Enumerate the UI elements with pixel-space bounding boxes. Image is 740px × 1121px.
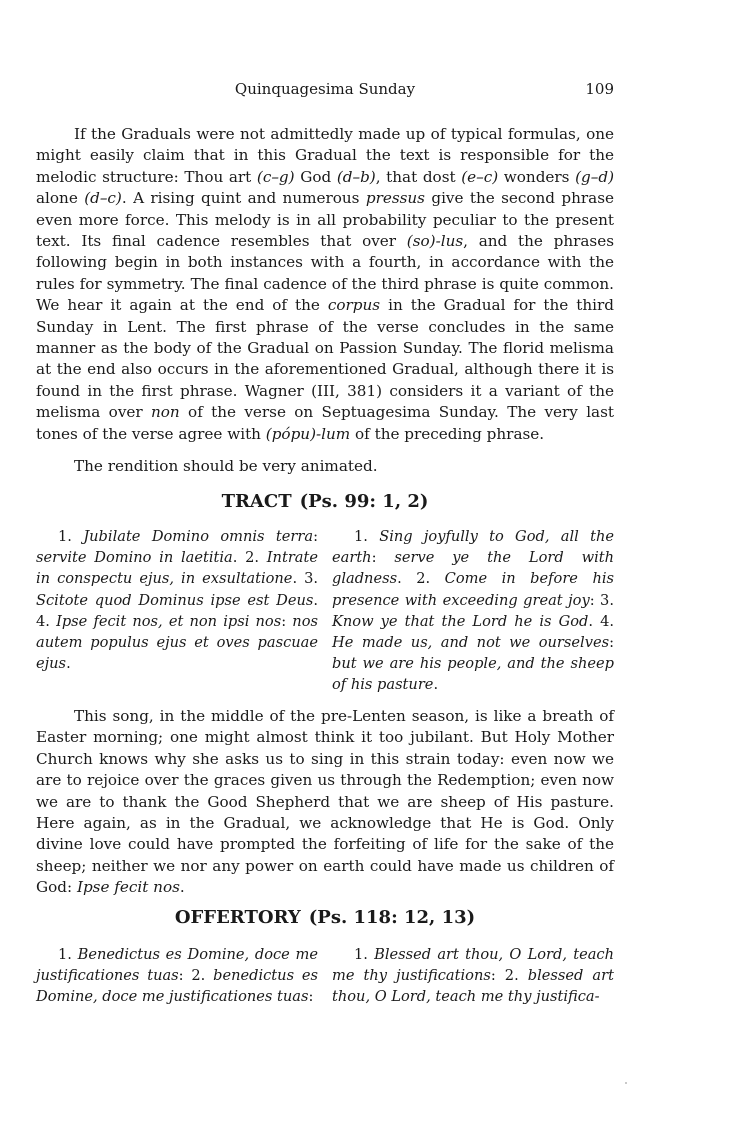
tract-commentary-paragraph: This song, in the middle of the pre-Lenten season, is like a breath of Easter morning; one might almost think it too jubilant. But Holy Mother Church knows why she asks us to sing in this strain today: even now we are to rejoice over the graces given us through the Redemption; even now we are to thank the Good Shepherd that we are sheep of His pasture. Here again, as in the Gradual, we acknowledge that He is God. Only divine love could have prompted the forfeiting of life for the sake of the sheep; neither we nor any power on earth could have made us children of God: Ipse fecit nos.: [36, 707, 614, 897]
tract-heading: [36, 490, 614, 514]
offertory-heading: [36, 906, 614, 930]
offertory-reference: (Ps. 118: 12, 13): [308, 907, 476, 928]
running-head: [36, 80, 614, 100]
offertory-title: OFFERTORY: [174, 907, 301, 928]
offertory-english-text: 1. Blessed art thou, O Lord, teach me thy justifications: 2. blessed art thou, O Lord, teach me thy justifica-: [332, 946, 614, 1006]
tract-reference: (Ps. 99: 1, 2): [299, 491, 429, 512]
page-number: 109: [585, 80, 614, 98]
tract-latin-text: 1. Jubilate Domino omnis terra: servite Domino in laetitia. 2. Intrate in conspectu ejus, in exsultatione. 3. Scitote quod Dominus ipse est Deus. 4. Ipse fecit nos, et non ipsi nos: nos autem populus ejus et oves pascuae ejus.: [36, 528, 319, 673]
tract-english-text: 1. Sing joyfully to God, all the earth: serve ye the Lord with gladness. 2. Come in before his presence with exceeding great joy: 3. Know ye that the Lord he is God. 4. He made us, and not we ourselves: but we are his people, and the sheep of his pasture.: [332, 528, 615, 694]
running-title: Quinquagesima Sunday: [234, 80, 416, 98]
offertory-latin-text: 1. Benedictus es Domine, doce me justificationes tuas: 2. benedictus es Domine, doce me justificationes tuas:: [36, 946, 318, 1006]
scan-speck: [625, 1082, 627, 1084]
tract-title: TRACT: [221, 491, 292, 512]
rendition-note: The rendition should be very animated.: [74, 457, 378, 475]
gradual-commentary-paragraph: If the Graduals were not admittedly made up of typical formulas, one might easily claim that in this Gradual the text is responsible for the melodic structure: Thou art (c–g) God (d–b), that dost (e–c) wonders (g–d) alone (d–c). A rising quint and numerous pressus give the second phrase even more force. This melody is in all probability peculiar to the present text. Its final cadence resembles that over (so)-lus, and the phrases following begin in both instances with a fourth, in accordance with the rules for symmetry. The final cadence of the third phrase is quite common. We hear it again at the end of the corpus in the Gradual for the third Sunday in Lent. The first phrase of the verse concludes in the same manner as the body of the Gradual on Passion Sunday. The florid melisma at the end also occurs in the aforementioned Gradual, although there it is found in the first phrase. Wagner (III, 381) considers it a variant of the melisma over non of the verse on Septuagesima Sunday. The very last tones of the verse agree with (pópu)-lum of the preceding phrase.: [36, 125, 615, 443]
